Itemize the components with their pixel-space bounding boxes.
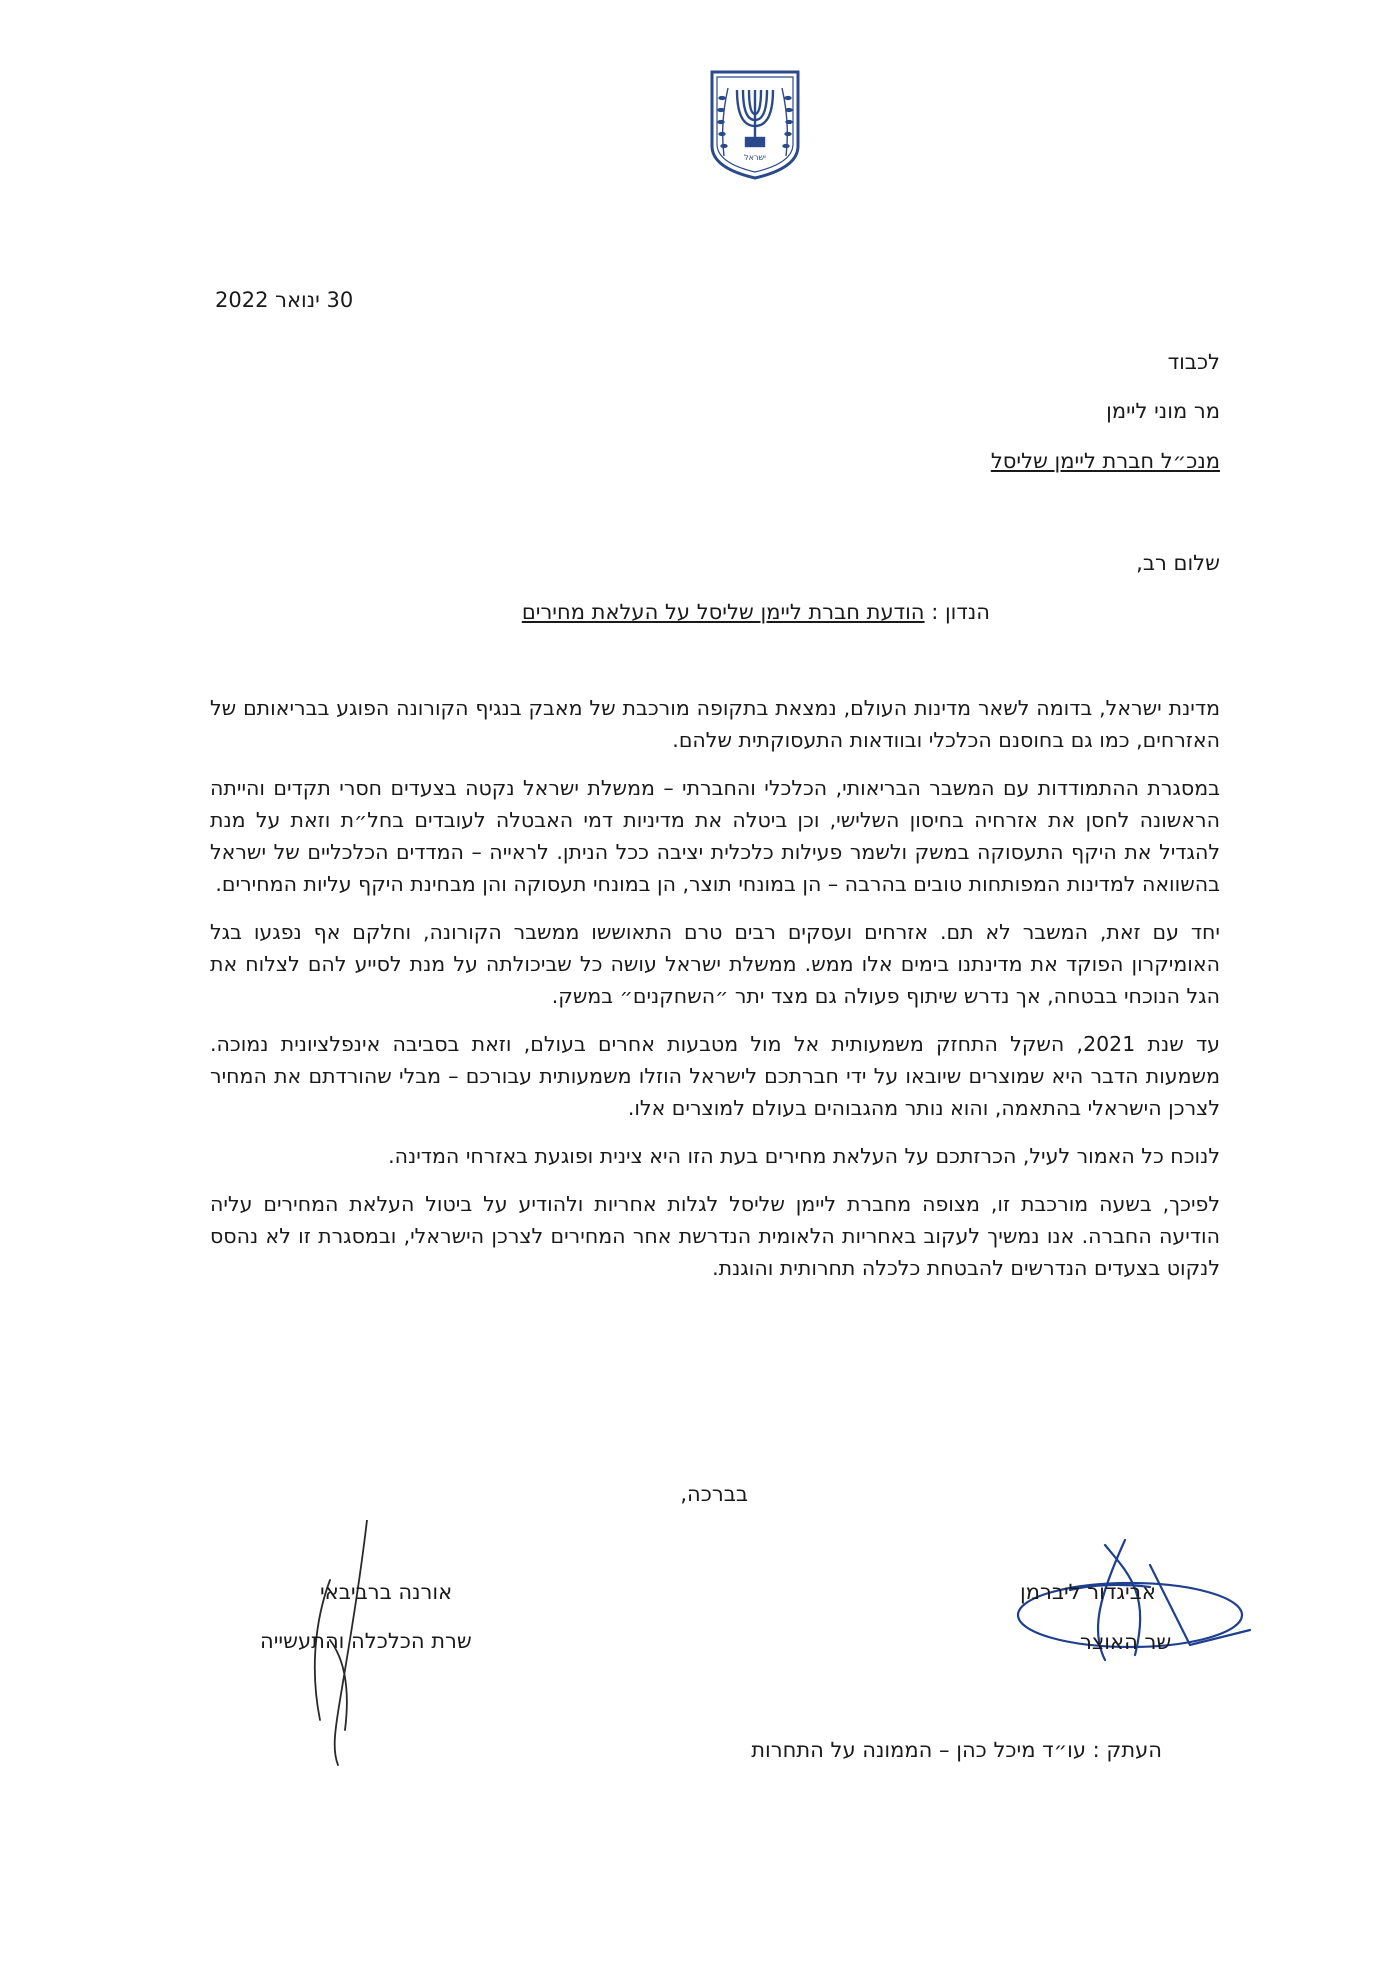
recipient-name: מר מוני ליימן <box>1106 399 1220 423</box>
recipient-title: מנכ״ל חברת ליימן שליסל <box>990 449 1220 473</box>
body-paragraph: במסגרת ההתמודדות עם המשבר הבריאותי, הכלכלי והחברתי – ממשלת ישראל נקטה בצעדים חסרי תקדים והייתה הראשונה לחסן את אזרחיה בחיסון השלישי, וכן ביטלה את מדיניות דמי האבטלה לעובדים בחל״ת וזאת על מנת להגדיל את היקף התעסוקה במשק ולשמר פעילות כלכלית יציבה ככל הניתן. לראייה – המדדים הכלכליים של ישראל בהשוואה למדינות המפותחות טובים בהרבה – הן במונחי תוצר, הן במונחי תעסוקה והן מבחינת היקף עליות המחירים. <box>210 776 1220 896</box>
emblem-label: ישראל <box>744 153 766 162</box>
recipient-salutation: לכבוד <box>1167 350 1220 374</box>
body-paragraph: יחד עם זאת, המשבר לא תם. אזרחים ועסקים רבים טרם התאוששו ממשבר הקורונה, וחלקם אף נפגעו בגל האומיקרון הפוקד את מדינתנו בימים אלו ממש. ממשלת ישראל עושה כל שביכולתה על מנת לסייע להם לצלוח את הגל הנוכחי בבטחה, אך נדרש שיתוף פעולה גם מצד יתר ״השחקנים״ במשק. <box>210 920 1220 1008</box>
signatory-right-title: שר האוצר <box>1080 1630 1172 1654</box>
signatory-right-name: אביגדור ליברמן <box>1020 1580 1156 1604</box>
letter-body <box>210 692 1220 1300</box>
carbon-copy-line: העתק : עו״ד מיכל כהן – הממונה על התחרות <box>751 1738 1162 1762</box>
body-paragraph: עד שנת 2021, השקל התחזק משמעותית אל מול מטבעות אחרים בעולם, וזאת בסביבה אינפלציונית נמוכה. משמעות הדבר היא שמוצרים שיובאו על ידי חברתכם לישראל הוזלו משמעותית עבורכם – מבלי שהורדתם את המחיר לצרכן הישראלי בהתאמה, והוא נותר מהגבוהים בעולם למוצרים אלו. <box>210 1032 1221 1120</box>
subject-text: הודעת חברת ליימן שליסל על העלאת מחירים <box>521 600 925 624</box>
signatory-left-title: שרת הכלכלה והתעשייה <box>260 1629 472 1653</box>
signatory-left-name: אורנה ברביבאי <box>320 1580 453 1604</box>
greeting: שלום רב, <box>1136 551 1220 575</box>
subject-line <box>522 600 990 624</box>
body-paragraph: מדינת ישראל, בדומה לשאר מדינות העולם, נמצאת בתקופה מורכבת של מאבק בנגיף הקורונה הפוגע בבריאותם של האזרחים, כמו גם בחוסנם הכלכלי ובוודאות התעסוקתית שלהם. <box>210 696 1220 752</box>
subject-label: הנדון : <box>931 600 990 624</box>
letter-date: 30 ינואר 2022 <box>215 288 354 312</box>
closing: בברכה, <box>680 1482 748 1506</box>
state-emblem-icon <box>706 68 804 182</box>
body-paragraph: לפיכך, בשעה מורכבת זו, מצופה מחברת ליימן שליסל לגלות אחריות ולהודיע על ביטול העלאת המחירים עליה הודיעה החברה. אנו נמשיך לעקוב באחריות הלאומית הנדרשת אחר המחירים לצרכן הישראלי, ובמסגרת זו לא נהסס לנקוט בצעדים הנדרשים להבטחת כלכלה תחרותית והוגנת. <box>210 1192 1220 1280</box>
body-paragraph: לנוכח כל האמור לעיל, הכרזתכם על העלאת מחירים בעת הזו היא צינית ופוגעת באזרחי המדינה. <box>388 1144 1220 1168</box>
